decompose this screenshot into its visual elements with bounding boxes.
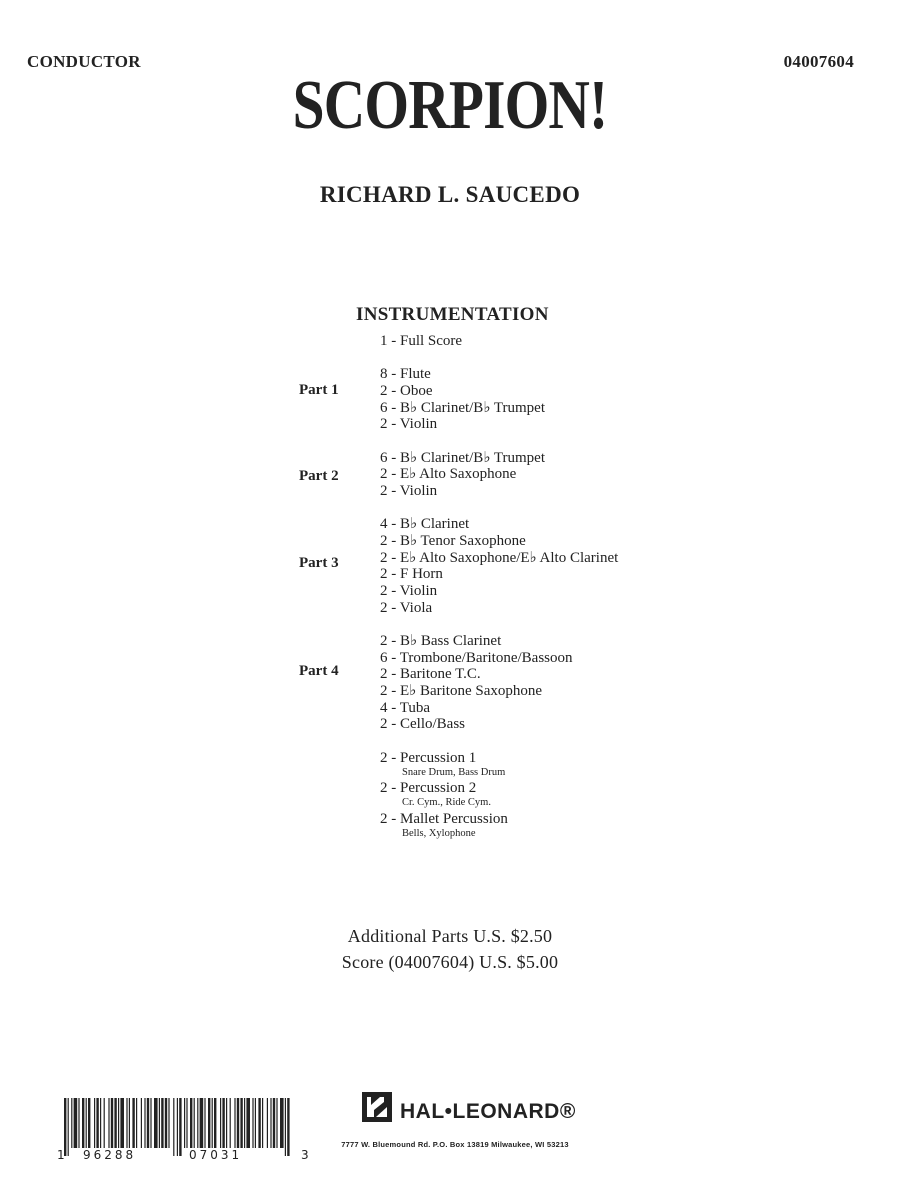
instrument-line: 6 - B♭ Clarinet/B♭ Trumpet — [380, 400, 545, 416]
instrument-line: 2 - Violin — [380, 483, 438, 499]
instrument-line: 8 - Flute — [380, 366, 431, 382]
barcode-bar — [226, 1098, 227, 1148]
instrument-line: 2 - Violin — [380, 583, 438, 599]
percussion-line: 2 - Mallet Percussion — [380, 811, 508, 827]
barcode-bar — [159, 1098, 160, 1148]
barcode-bar — [150, 1098, 151, 1148]
barcode-bar — [230, 1098, 231, 1148]
barcode-group-2: 07031 — [189, 1148, 243, 1162]
barcode-bar — [177, 1098, 178, 1156]
barcode-bar — [74, 1098, 78, 1148]
instrument-line: 2 - B♭ Bass Clarinet — [380, 633, 502, 649]
part-4-label: Part 4 — [299, 663, 339, 679]
barcode-bar — [255, 1098, 256, 1148]
instrument-line: 2 - Viola — [380, 600, 433, 616]
barcode-bar — [252, 1098, 253, 1148]
barcode-bar — [267, 1098, 268, 1148]
barcode-bar — [129, 1098, 130, 1148]
barcode-bar — [285, 1098, 286, 1156]
instrument-line: 2 - F Horn — [380, 566, 443, 582]
part-2-label: Part 2 — [299, 468, 339, 484]
hal-leonard-logo — [360, 1088, 588, 1128]
barcode-bar — [96, 1098, 98, 1148]
percussion-detail: Cr. Cym., Ride Cym. — [402, 797, 491, 808]
barcode-bar — [240, 1098, 242, 1148]
instrument-line: 2 - Cello/Bass — [380, 716, 465, 732]
barcode-bar — [204, 1098, 205, 1148]
instrument-line: 6 - B♭ Clarinet/B♭ Trumpet — [380, 450, 545, 466]
barcode-bar — [190, 1098, 192, 1148]
instrument-line: 4 - Tuba — [380, 700, 431, 716]
additional-parts-price: Additional Parts U.S. $2.50 — [347, 926, 553, 946]
barcode-bar — [114, 1098, 116, 1148]
composer-name: RICHARD L. SAUCEDO — [319, 182, 581, 207]
percussion-detail: Bells, Xylophone — [402, 828, 476, 839]
instrument-line: 4 - B♭ Clarinet — [380, 516, 470, 532]
barcode-bar — [168, 1098, 169, 1148]
page-title: SCORPION! — [292, 67, 608, 144]
publisher-name: HAL•LEONARD® — [400, 1100, 576, 1123]
barcode-bar — [234, 1098, 235, 1148]
publisher-address: 7777 W. Bluemound Rd. P.O. Box 13819 Milwaukee, WI 53213 — [341, 1140, 569, 1149]
barcode-bar — [144, 1098, 145, 1148]
instrument-line: 2 - B♭ Tenor Saxophone — [380, 533, 526, 549]
barcode-bar — [94, 1098, 95, 1148]
barcode-bar — [86, 1098, 87, 1148]
part-3-label: Part 3 — [299, 555, 339, 571]
instrument-line: 6 - Trombone/Baritone/Bassoon — [380, 650, 573, 666]
barcode-bar — [280, 1098, 284, 1148]
instrument-line: 2 - Violin — [380, 416, 438, 432]
barcode-bar — [220, 1098, 221, 1148]
barcode-bar — [154, 1098, 158, 1148]
barcode-bar — [132, 1098, 134, 1148]
instrument-line: 2 - Baritone T.C. — [380, 666, 481, 682]
barcode-bar — [179, 1098, 181, 1156]
barcode-bar — [262, 1098, 263, 1148]
barcode-bar — [68, 1098, 69, 1156]
barcode-bar — [186, 1098, 187, 1148]
barcode-bar — [237, 1098, 239, 1148]
barcode-bar — [108, 1098, 109, 1148]
barcode-bar — [111, 1098, 113, 1148]
barcode-bar — [165, 1098, 167, 1148]
barcode-digit-left: 1 — [57, 1148, 65, 1162]
barcode-bar — [82, 1098, 84, 1148]
barcode-bar — [273, 1098, 275, 1148]
barcode-bar — [104, 1098, 105, 1148]
barcode-bar — [270, 1098, 271, 1148]
conductor-label: CONDUCTOR — [27, 52, 141, 71]
percussion-line: 2 - Percussion 1 — [380, 750, 477, 766]
barcode-bar — [214, 1098, 216, 1148]
barcode-bar — [126, 1098, 127, 1148]
barcode-bar — [78, 1098, 79, 1148]
barcode-bar — [141, 1098, 142, 1148]
barcode-bar — [88, 1098, 90, 1148]
instrumentation-heading: INSTRUMENTATION — [356, 304, 549, 325]
instrument-line: 2 - E♭ Baritone Saxophone — [380, 683, 543, 699]
barcode-bar — [258, 1098, 260, 1148]
instrument-line: 2 - Oboe — [380, 383, 433, 399]
barcode-bar — [208, 1098, 210, 1148]
barcode-bar — [173, 1098, 174, 1156]
barcode-bar — [197, 1098, 198, 1148]
barcode-bar — [120, 1098, 124, 1148]
barcode-bar — [194, 1098, 195, 1148]
percussion-line: 2 - Percussion 2 — [380, 780, 477, 796]
barcode-bar — [222, 1098, 224, 1148]
barcode-bar — [161, 1098, 163, 1148]
barcode-bar — [200, 1098, 204, 1148]
percussion-detail: Snare Drum, Bass Drum — [402, 767, 506, 778]
barcode-bar — [246, 1098, 250, 1148]
barcode-group-1: 96288 — [83, 1148, 137, 1162]
barcode-bar — [118, 1098, 119, 1148]
score-price: Score (04007604) U.S. $5.00 — [341, 952, 559, 972]
part-1-label: Part 1 — [299, 382, 339, 398]
barcode-bar — [136, 1098, 137, 1148]
instrument-line: 2 - E♭ Alto Saxophone/E♭ Alto Clarinet — [380, 550, 619, 566]
barcode-bar — [244, 1098, 245, 1148]
barcode-bar — [100, 1098, 101, 1148]
instrument-line: 2 - E♭ Alto Saxophone — [380, 466, 517, 482]
barcode-bar — [71, 1098, 72, 1148]
barcode-bar — [287, 1098, 289, 1156]
catalog-number: 04007604 — [783, 52, 854, 71]
barcode-bar — [184, 1098, 185, 1148]
full-score-line: 1 - Full Score — [380, 333, 463, 349]
barcode-digit-right: 3 — [301, 1148, 309, 1162]
barcode-bar — [147, 1098, 149, 1148]
barcode-bar — [276, 1098, 277, 1148]
barcode-bar — [212, 1098, 213, 1148]
